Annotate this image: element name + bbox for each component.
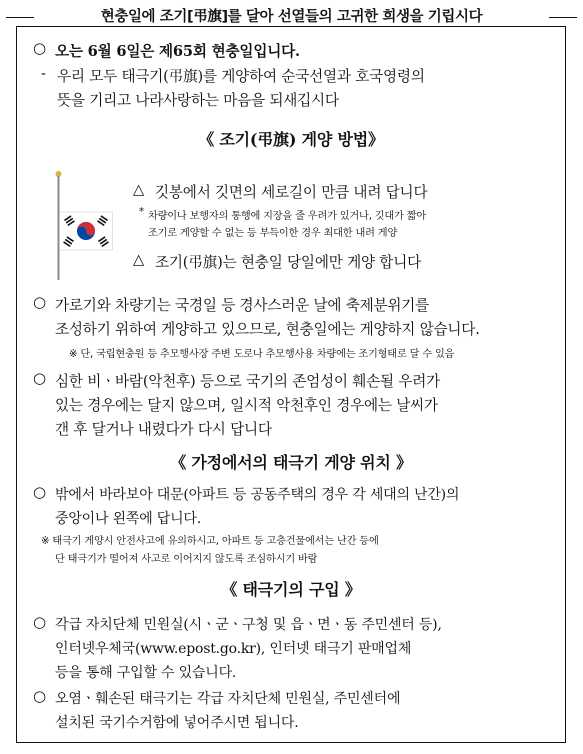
dash-marker: - <box>41 65 46 82</box>
purchase-line: 인터넷우체국(www.epost.go.kr), 인터넷 태극기 판매업체 <box>55 641 412 657</box>
note-marker: * <box>139 207 144 218</box>
home-line: 밖에서 바라보아 대문(아파트 등 공동주택의 경우 각 세대의 난간)의 <box>55 487 460 503</box>
triangle-marker: △ <box>133 181 145 198</box>
purchase-line: 등을 통해 구입할 수 있습니다. <box>55 665 237 681</box>
weather-line: 심한 비ㆍ바람(악천후) 등으로 국기의 존엄성이 훼손될 우려가 <box>55 373 441 390</box>
bullet-marker: ○ <box>33 39 47 57</box>
bullet-marker: ○ <box>33 687 47 705</box>
triangle-marker: △ <box>133 251 145 268</box>
section-heading-home: 《 가정에서의 태극기 게양 위치 》 <box>170 453 412 472</box>
bullet-marker: ○ <box>33 369 47 387</box>
page-title: 현충일에 조기[弔旗]를 달아 선열들의 고귀한 희생을 기립시다 <box>100 9 483 25</box>
purchase-line: 각급 자치단체 민원실(시ㆍ군ㆍ구청 및 읍ㆍ면ㆍ동 주민센터 등), <box>55 617 442 633</box>
weather-line: 있는 경우에는 달지 않으며, 일시적 악천후인 경우에는 날씨가 <box>55 397 438 414</box>
intro-sub-line: 우리 모두 태극기(弔旗)를 게양하여 순국선열과 호국영령의 <box>57 68 425 85</box>
purchase-line: 오염ㆍ훼손된 태극기는 각급 자치단체 민원실, 주민센터에 <box>55 691 401 707</box>
purchase-line: 설치된 국기수거함에 넣어주시면 됩니다. <box>55 715 299 731</box>
intro-line: 오는 6월 6일은 제65회 현충일입니다. <box>55 43 300 60</box>
home-note-line: ※ 태극기 게양시 안전사고에 유의하시고, 아파트 등 고층건물에서는 난간 등에 <box>41 536 379 547</box>
section-heading-method: 《 조기(弔旗) 게양 방법》 <box>198 130 384 149</box>
half-mast-taegukgi-icon <box>55 170 117 280</box>
street-line: 조성하기 위하여 게양하고 있으므로, 현충일에는 게양하지 않습니다. <box>55 321 480 338</box>
street-line: 가로기와 차량기는 국경일 등 경사스러운 날에 축제분위기를 <box>55 297 430 314</box>
title-bar <box>6 6 577 28</box>
title-rule-left <box>6 17 34 18</box>
street-note: ※ 단, 국립현충원 등 추모행사장 주변 도로나 추모행사용 차량에는 조기형태로 달 수 있음 <box>69 349 455 360</box>
method-item: 깃봉에서 깃면의 세로길이 만큼 내려 답니다 <box>155 184 428 201</box>
bullet-marker: ○ <box>33 293 47 311</box>
method-item: 조기(弔旗)는 현충일 당일에만 게양 합니다 <box>155 254 421 271</box>
section-heading-purchase: 《 태극기의 구입 》 <box>221 580 361 599</box>
method-note-line: 차량이나 보행자의 통행에 지장을 줄 우려가 있거나, 깃대가 짧아 <box>148 211 427 222</box>
intro-sub-line: 뜻을 기리고 나라사랑하는 마음을 되새깁시다 <box>57 92 339 109</box>
weather-line: 갠 후 달거나 내렸다가 다시 답니다 <box>55 421 272 438</box>
home-note-line: 단 태극기가 떨어져 사고로 이어지지 않도록 조심하시기 바람 <box>55 554 318 565</box>
title-rule-right <box>549 17 577 18</box>
bullet-marker: ○ <box>33 483 47 501</box>
method-note-line: 조기로 게양할 수 없는 등 부득이한 경우 최대한 내려 게양 <box>148 228 398 239</box>
home-line: 중앙이나 왼쪽에 답니다. <box>55 511 201 527</box>
content-frame <box>16 26 566 743</box>
bullet-marker: ○ <box>33 613 47 631</box>
